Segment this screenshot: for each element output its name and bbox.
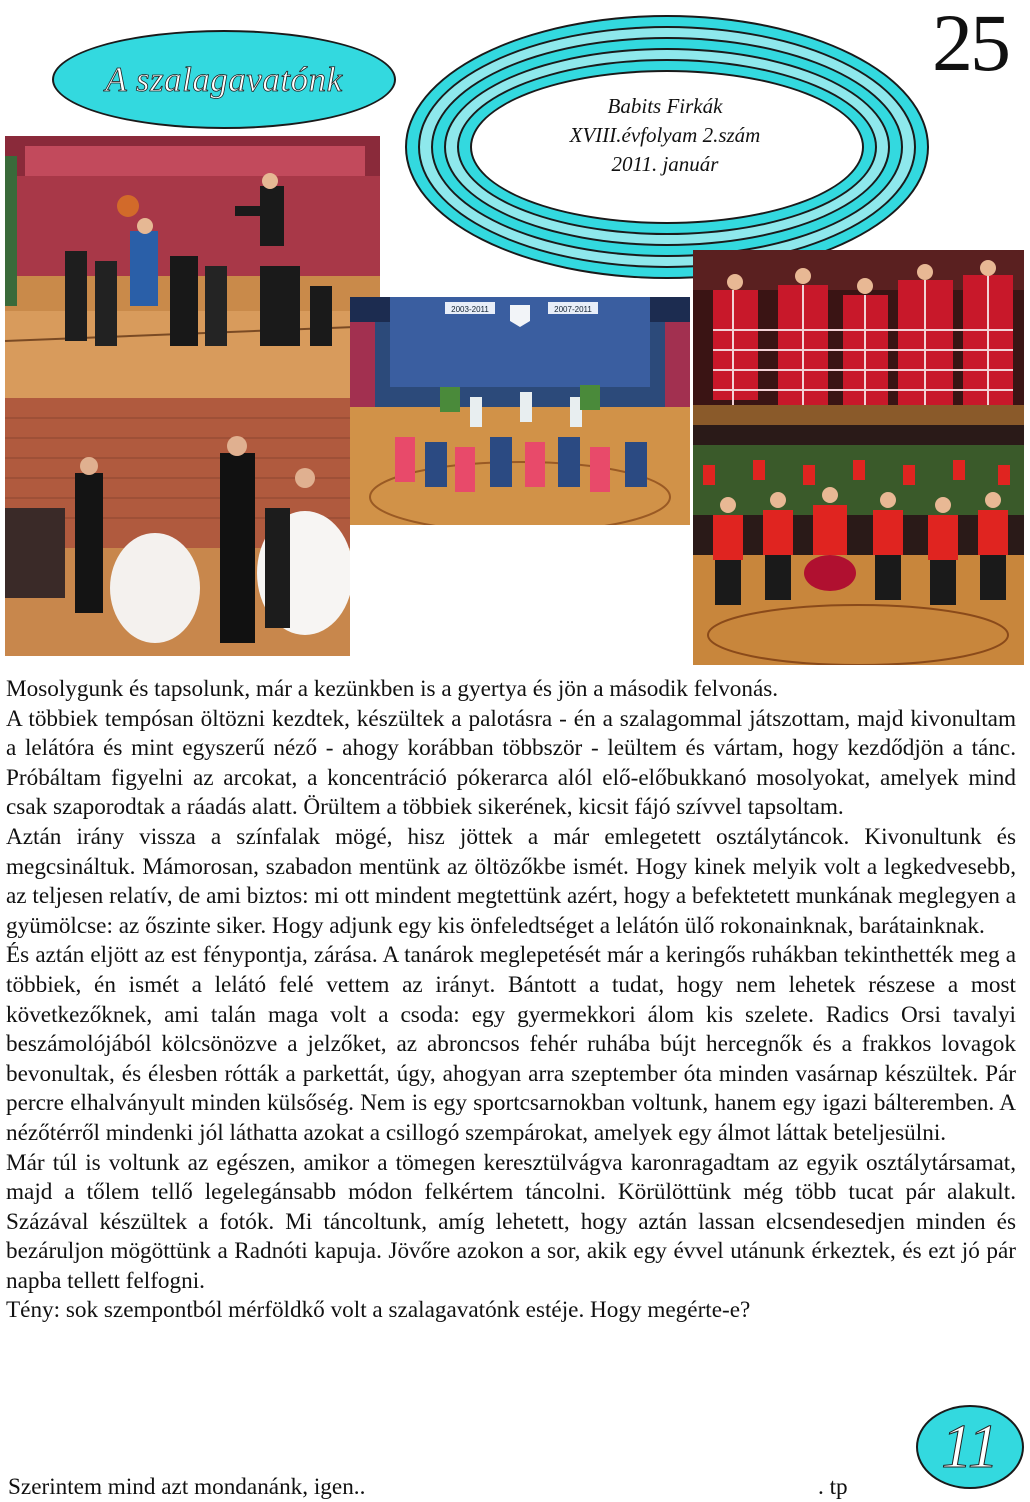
paragraph: Mosolygunk és tapsolunk, már a kezünkben is a gyertya és jön a második felvonás. <box>6 676 779 702</box>
paragraph: Tény: sok szempontból mérföldkő volt a szalagavatónk estéje. Hogy megérte-e? <box>6 1297 751 1324</box>
article-body <box>6 675 1016 1326</box>
photo-waltz <box>5 398 350 656</box>
page-number: 25 <box>932 0 1008 88</box>
title-oval <box>52 30 396 129</box>
photo-red-shirts-dance <box>693 425 1024 665</box>
issue-date: 2011. január <box>611 152 719 176</box>
section-number: 11 <box>941 1412 999 1481</box>
photo-tartan-dance <box>693 250 1024 425</box>
paragraph: És aztán eljött az est fénypontja, zárása. A tanárok meglepetését már a keringős ruhákban tekinthették meg a többiek, én ismét a lelátó felé vettem az irányt. Bántott a tudat, hogy nem lehetek részese a most következőknek, ami talán maga volt a csoda: egy gyermekkori álom kis szelete. Radics Orsi tavalyi beszámolójából kölcsönözve a jelzőket, az abroncsos fehér ruhába bújt hercegnők és a frakkos lovagok bevonultak, és élesben rótták a parkettát, úgy, ahogyan arra szeptember óta minden vasárnap készültek. Pár percre elhalványult minden külsőség. Nem is egy sportcsarnokban voltunk, hanem egy igazi bálteremben. A nézőtérről mindenki jól láthatta azokat a csillogó szempárokat, amelyek egy álmot láttak beteljesülni. <box>6 942 1016 1146</box>
banner-left-text: 2003-2011 <box>451 305 489 314</box>
paragraph: Már túl is voltunk az egészen, amikor a tömegen keresztülvágva karonragadtam az egyik osztálytársamat, majd a tőlem tellő legelegánsabb módon felkértem táncolni. Körülöttünk még több tucat pár alakult. Százával készültek a fotók. Mi táncoltunk, amíg lehetett, hogy aztán lassan elcsendesedjen minden és bezáruljon mögöttünk a Radnóti kapuja. Jövőre azokon a sor, akik egy évvel utánunk érkeztek, és ezt jó pár napba tellett felfogni. <box>6 1149 1016 1294</box>
volume-issue: XVIII.évfolyam 2.szám <box>569 123 761 147</box>
masthead-text <box>540 92 790 179</box>
author-signature: . tp <box>818 1474 848 1500</box>
photo-group-dance <box>350 297 690 525</box>
article-title: A szalagavatónk <box>105 59 343 99</box>
paragraph: A többiek tempósan öltözni kezdtek, készültek a palotásra - én a szalagommal játszottam, majd kivonultam a lelátóra és mint egyszerű néző - ahogy korábban többször - leültem és vártam, hogy kezdődjön a tánc. Próbáltam figyelni az arcokat, a koncentráció pókerarca alól elő-előbukkanó mosolyokat, amelyek mind csak szaporodtak a ráadás alatt. Örültem a többiek sikerének, kicsit fájó szívvel tapsoltam. <box>6 705 1016 821</box>
section-badge <box>916 1405 1024 1489</box>
magazine-name: Babits Firkák <box>607 94 723 118</box>
paragraph: Aztán irány vissza a színfalak mögé, hisz jöttek a már emlegetett osztálytáncok. Kivonultunk és megcsináltuk. Mámorosan, szabadon mentünk az öltözőkbe ismét. Hogy kinek melyik volt a legkedvesebb, az teljesen relatív, de ami biztos: mi ott mindent megtettünk azért, hogy a befektetett munkának meglegyen a gyümölcse: az őszinte siker. Hogy adjunk egy kis önfeledtséget a lelátón ülő rokonainknak, barátainknak. <box>6 823 1016 939</box>
banner-right-text: 2007-2011 <box>554 305 592 314</box>
closing-line: Szerintem mind azt mondanánk, igen.. <box>8 1474 366 1500</box>
photo-basketball-dance <box>5 136 380 398</box>
